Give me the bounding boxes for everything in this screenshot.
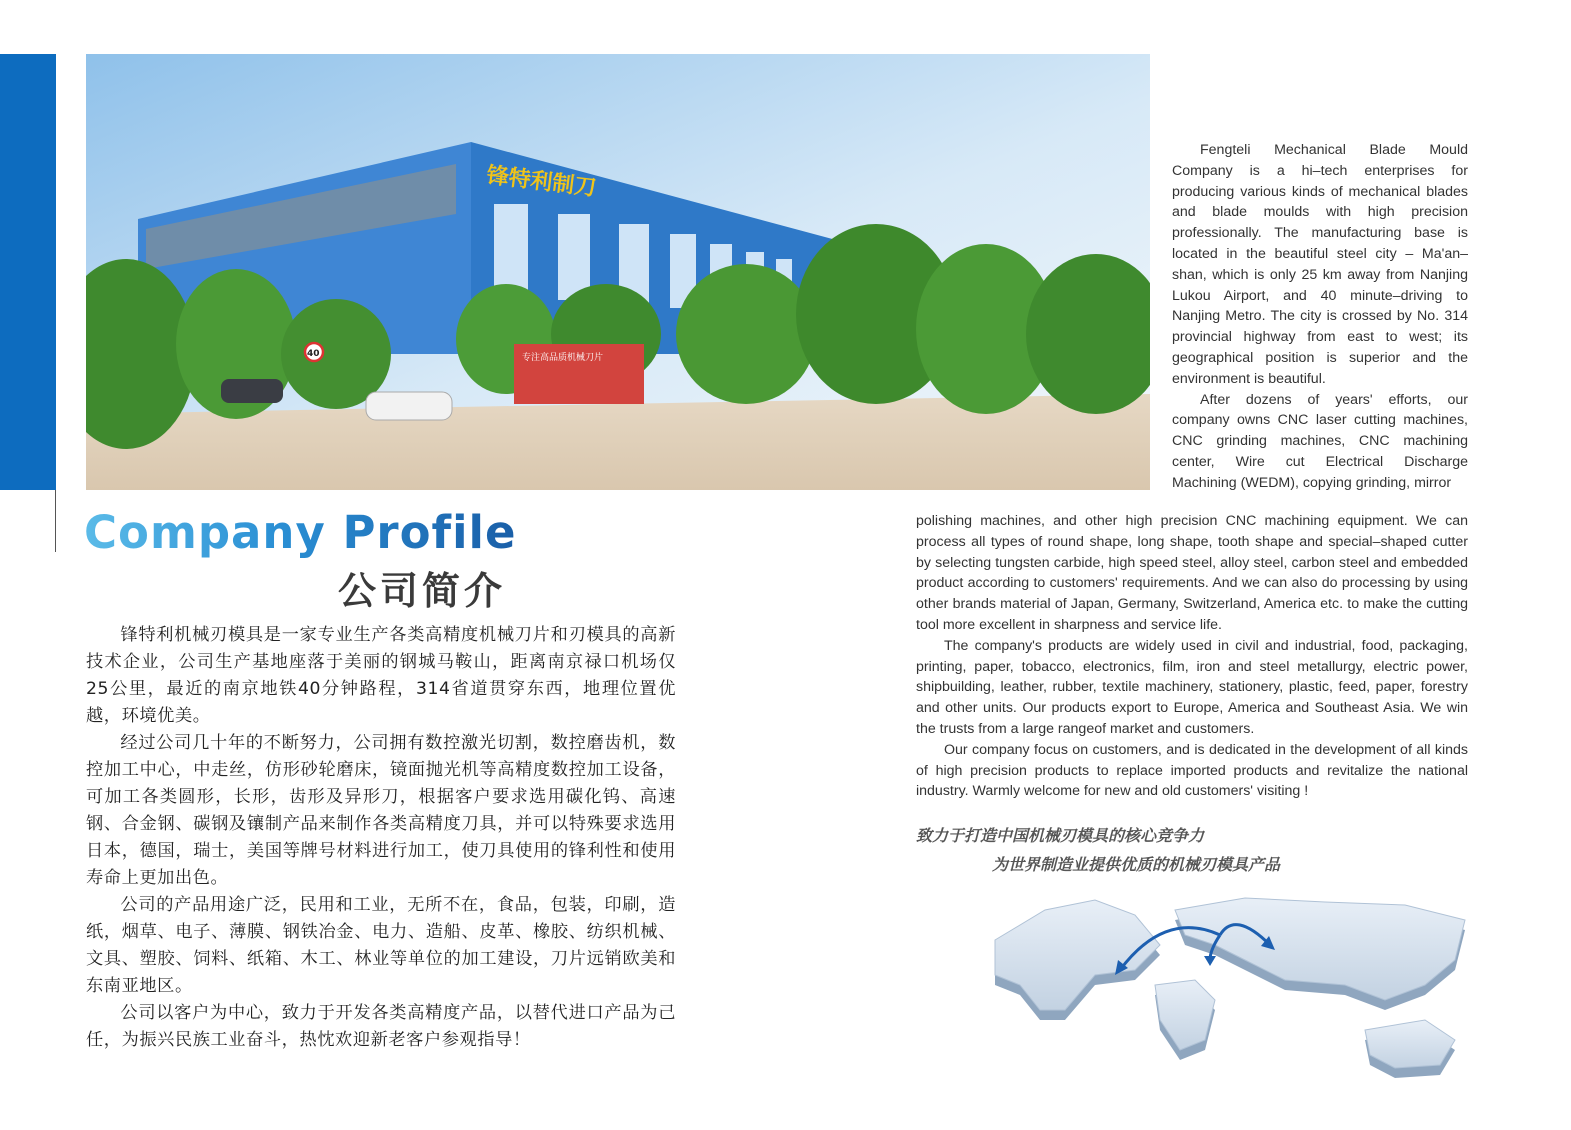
building-sign: 锋特利制刀 [485,163,598,202]
intro-english-column-bottom [916,511,1468,802]
intro-english-column-top [1172,140,1468,494]
intro-en-paragraph-4: Our company focus on customers, and is dedicated in the development of all kinds of high precision products to replace imported products and revitalize the national industry. Warmly welcome for new and old customers' visiting ! [916,741,1468,800]
world-map-illustration [985,890,1475,1080]
slogan-line-2: 为世界制造业提供优质的机械刃模具产品 [992,855,1281,874]
banner-text: 专注高品质机械刀片 [522,353,604,363]
world-map [985,890,1475,1080]
factory-illustration [86,54,1150,490]
intro-en-paragraph-1: Fengteli Mechanical Blade Mould Company is a hi–tech enterprises for producing various kinds of mechanical blades and blade moulds with high precision professionally. The manufacturing base is located in the beautiful steel city – Ma'an–shan, which is only 25 km away from Nanjing Lukou Airport, and 40 minute–driving to Nanjing Metro. The city is crossed by No. 314 provincial highway from east to west; its geographical position is superior and the environment is beautiful. [1172,142,1468,387]
intro-zh-paragraph-3: 公司的产品用途广泛，民用和工业，无所不在，食品，包装，印刷，造纸，烟草、电子、薄膜、钢铁冶金、电力、造船、皮革、橡胶、纺织机械、文具、塑胶、饲料、纸箱、木工、林业等单位的加工建设，刀片远销欧美和东南亚地区。 [86,895,676,996]
intro-zh-paragraph-2: 经过公司几十年的不断努力，公司拥有数控激光切割，数控磨齿机，数控加工中心，中走丝，仿形砂轮磨床，镜面抛光机等高精度数控加工设备，可加工各类圆形，长形，齿形及异形刀，根据客户要求选用碳化钨、高速钢、合金钢、碳钢及镶制产品来制作各类高精度刀具，并可以特殊要求选用日本，德国，瑞士，美国等牌号材料进行加工，使刀具使用的锋利性和使用寿命上更加出色。 [86,733,676,888]
intro-zh-paragraph-4: 公司以客户为中心，致力于开发各类高精度产品，以替代进口产品为己任，为振兴民族工业奋斗，热忱欢迎新老客户参观指导！ [86,1003,676,1050]
intro-chinese [86,622,676,1054]
slogan-line-1: 致力于打造中国机械刃模具的核心竞争力 [916,826,1205,845]
title-chinese: 公司简介 [338,569,507,613]
factory-photo [86,54,1150,490]
intro-zh-paragraph-1: 锋特利机械刃模具是一家专业生产各类高精度机械刀片和刃模具的高新技术企业，公司生产基地座落于美丽的钢城马鞍山，距离南京禄口机场仅25公里，最近的南京地铁40分钟路程，314省道贯穿东西，地理位置优越，环境优美。 [86,625,676,726]
map-landmasses [995,898,1465,1068]
side-accent-bar [0,54,56,490]
title-english: Company Profile [84,506,517,559]
car-dark [221,379,283,403]
car-white [366,392,452,420]
intro-en-paragraph-2a: After dozens of years' efforts, our company owns CNC laser cutting machines, CNC grinding machines, CNC machining center, Wire cut Electrical Discharge Machining (WEDM), copying grinding, mirror [1172,391,1468,491]
intro-en-paragraph-2b: polishing machines, and other high precision CNC machining equipment. We can process all types of round shape, long shape, tooth shape and special–shaped cutter by selecting tungsten carbide, high speed steel, alloy steel, carbon steel and embedded product according to customers' requirements. And we can also do processing by using other brands material of Japan, Germany, Switzerland, America etc. to make the cutting tool more excellent in sharpness and service life. [916,513,1468,633]
speed-sign-text: 40 [307,349,320,359]
intro-en-paragraph-3: The company's products are widely used in civil and industrial, food, packaging, printing, paper, tobacco, electronics, film, iron and steel metallurgy, electric power, shipbuilding, leather, rubber, textile machinery, stationery, plastic, feed, paper, forestry and other units. Our products export to Europe, America and Southeast Asia. We win the trusts from a large rangeof market and customers. [916,637,1468,737]
side-divider-line [55,490,56,552]
